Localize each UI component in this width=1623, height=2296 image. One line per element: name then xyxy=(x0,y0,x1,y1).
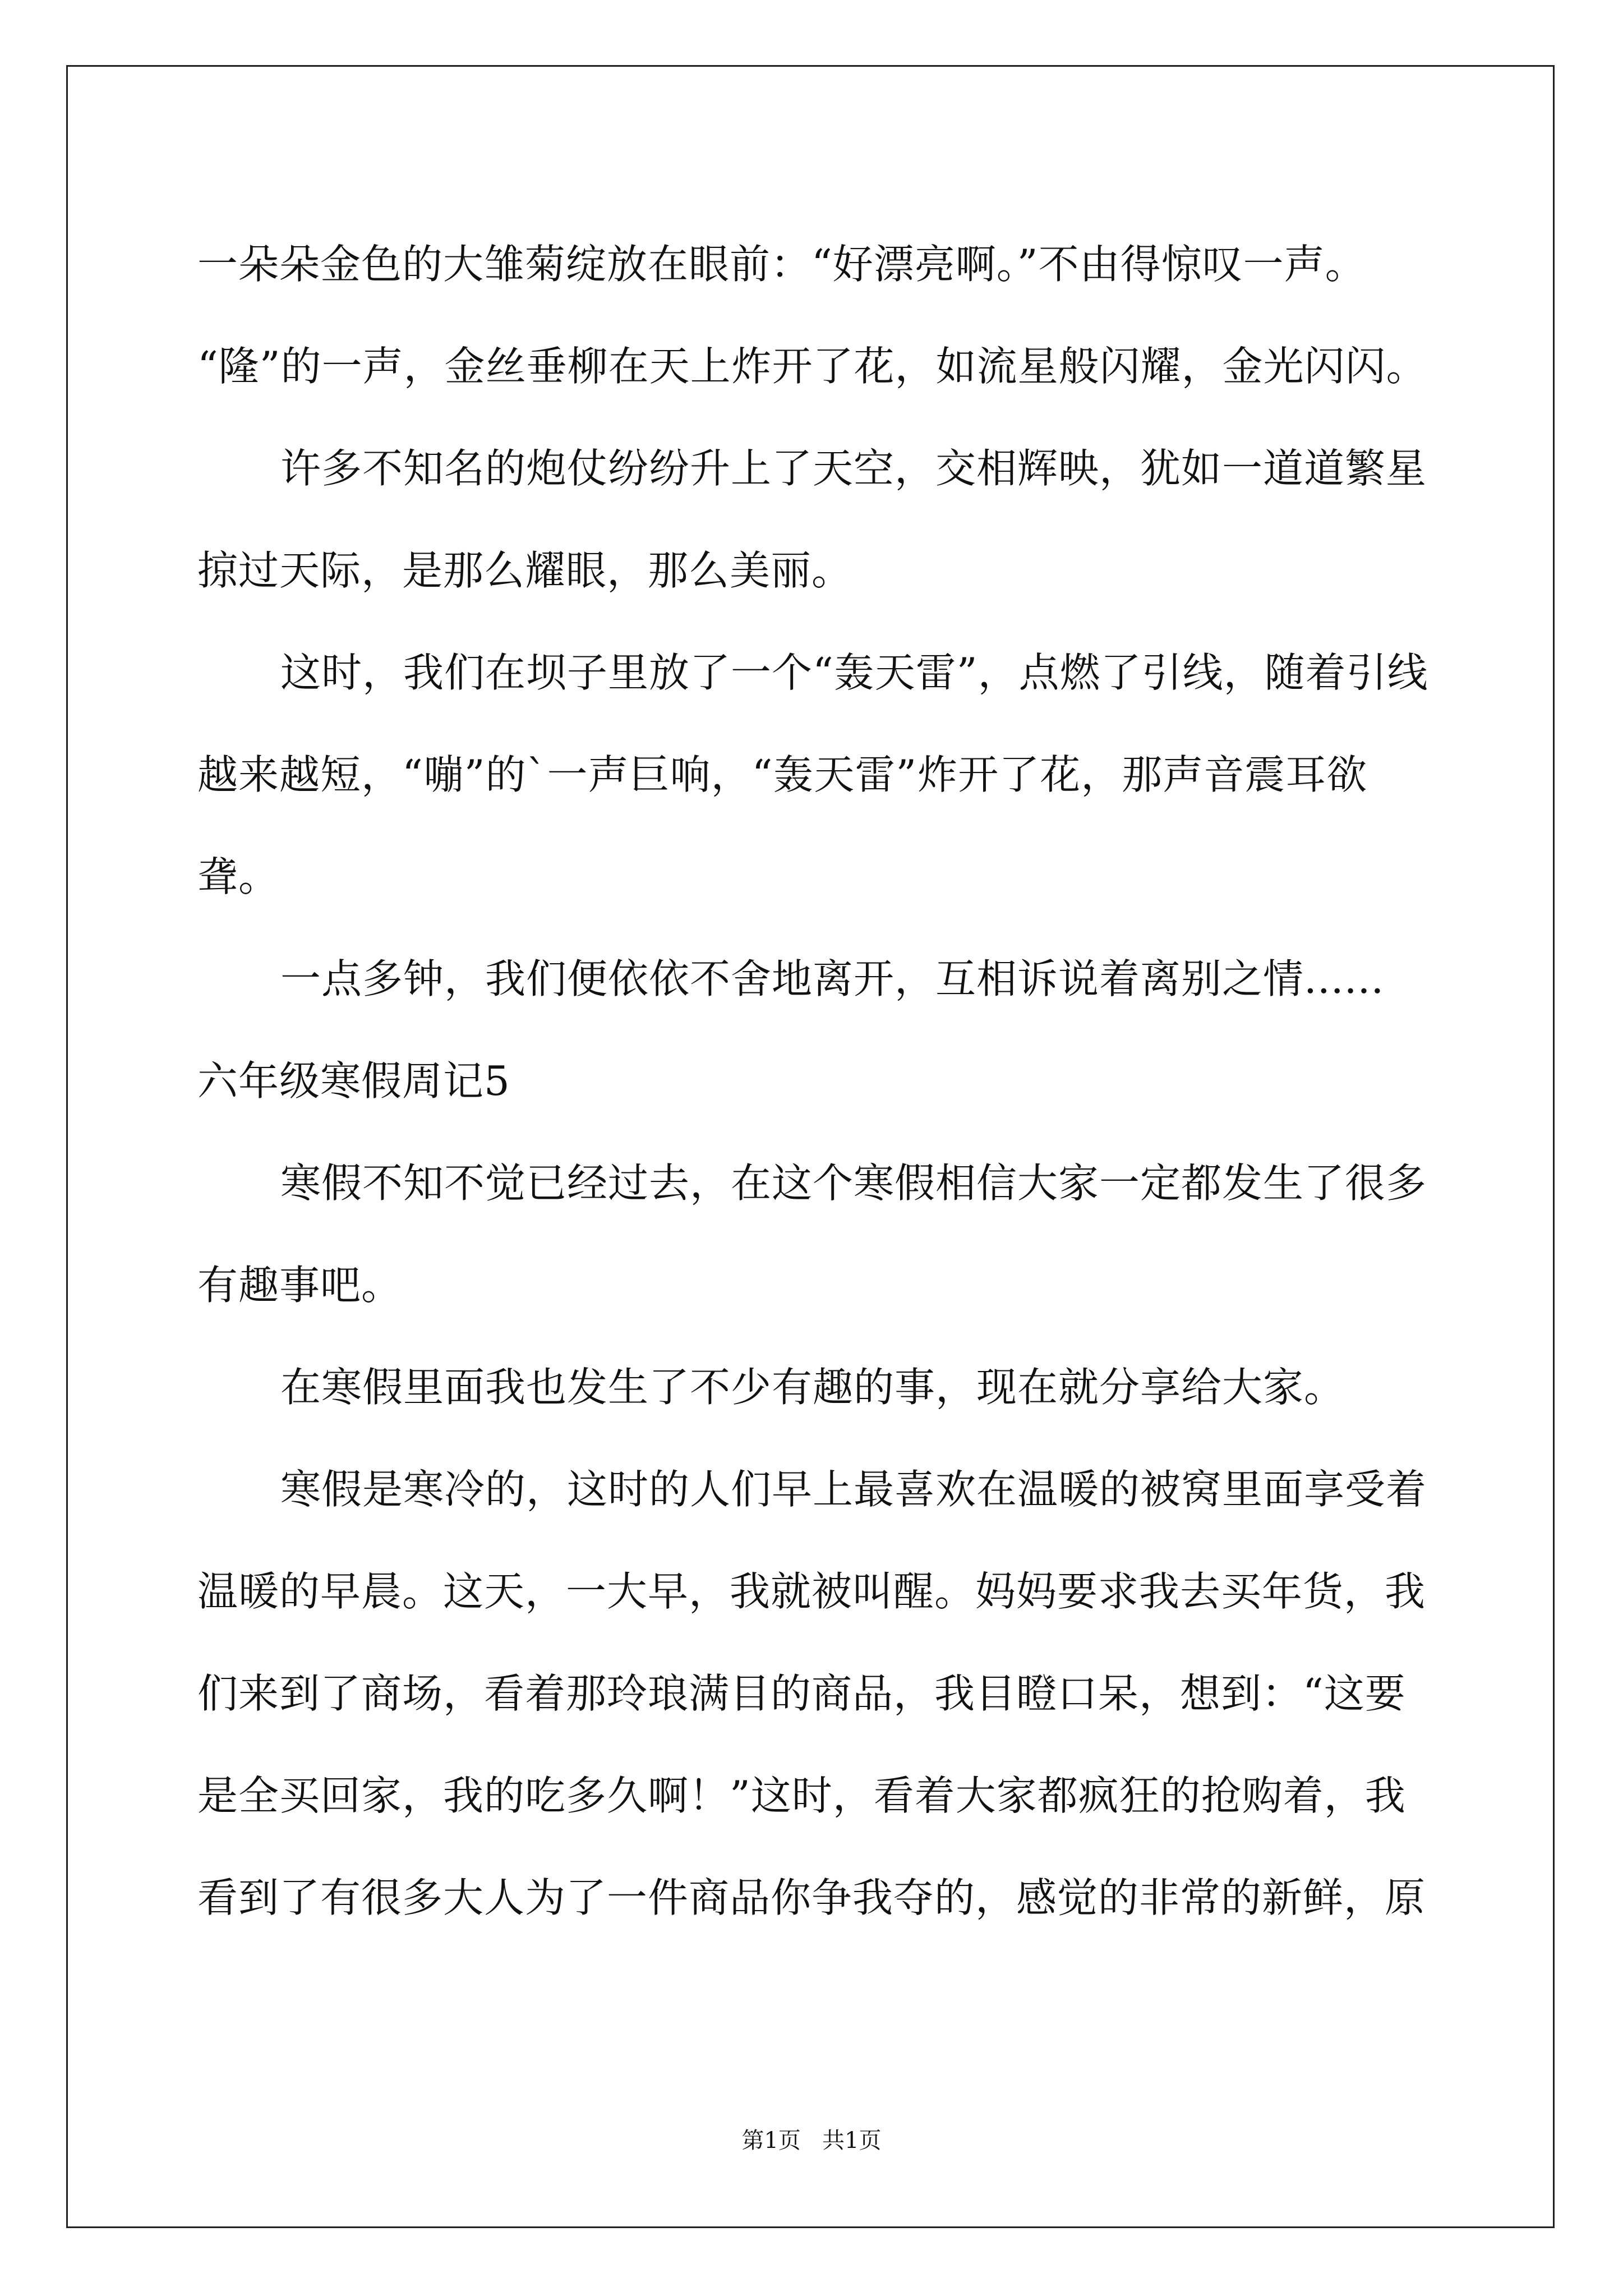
paragraph-start-line: 寒假不知不觉已经过去，在这个寒假相信大家一定都发生了很多 xyxy=(280,1159,1427,1207)
text-line: 一朵朵金色的大雏菊绽放在眼前：“好漂亮啊。”不由得惊叹一声。 xyxy=(197,241,1366,288)
paragraph-start-line: 许多不知名的炮仗纷纷升上了天空，交相辉映，犹如一道道繁星 xyxy=(280,445,1427,492)
page-footer: 第1页 共1页 xyxy=(741,2128,882,2154)
document-body xyxy=(197,213,1431,1949)
paragraph-start-line: 一点多钟，我们便依依不舍地离开，互相诉说着离别之情...... xyxy=(280,955,1385,1002)
text-line: “隆”的一声，金丝垂柳在天上炸开了花，如流星般闪耀，金光闪闪。 xyxy=(197,343,1427,390)
text-line: 有趣事吧。 xyxy=(197,1262,403,1309)
text-line: 聋。 xyxy=(197,853,280,900)
text-line: 是全买回家，我的吃多久啊！”这时，看着大家都疯狂的抢购着，我 xyxy=(197,1772,1406,1819)
text-line: 掠过天际，是那么耀眼，那么美丽。 xyxy=(197,547,853,594)
text-line: 看到了有很多大人为了一件商品你争我夺的，感觉的非常的新鲜，原 xyxy=(197,1874,1426,1921)
paragraph-start-line: 寒假是寒冷的，这时的人们早上最喜欢在温暖的被窝里面享受着 xyxy=(280,1466,1427,1513)
paragraph-start-line: 这时，我们在坝子里放了一个“轰天雷”，点燃了引线，随着引线 xyxy=(280,649,1428,696)
text-line: 们来到了商场，看着那玲琅满目的商品，我目瞪口呆，想到：“这要 xyxy=(197,1670,1406,1717)
section-heading: 六年级寒假周记5 xyxy=(197,1057,510,1105)
text-line: 温暖的早晨。这天，一大早，我就被叫醒。妈妈要求我去买年货，我 xyxy=(197,1568,1426,1615)
text-line: 越来越短，“嘣”的`一声巨响，“轰天雷”炸开了花，那声音震耳欲 xyxy=(197,751,1368,798)
paragraph-start-line: 在寒假里面我也发生了不少有趣的事，现在就分享给大家。 xyxy=(280,1364,1345,1411)
